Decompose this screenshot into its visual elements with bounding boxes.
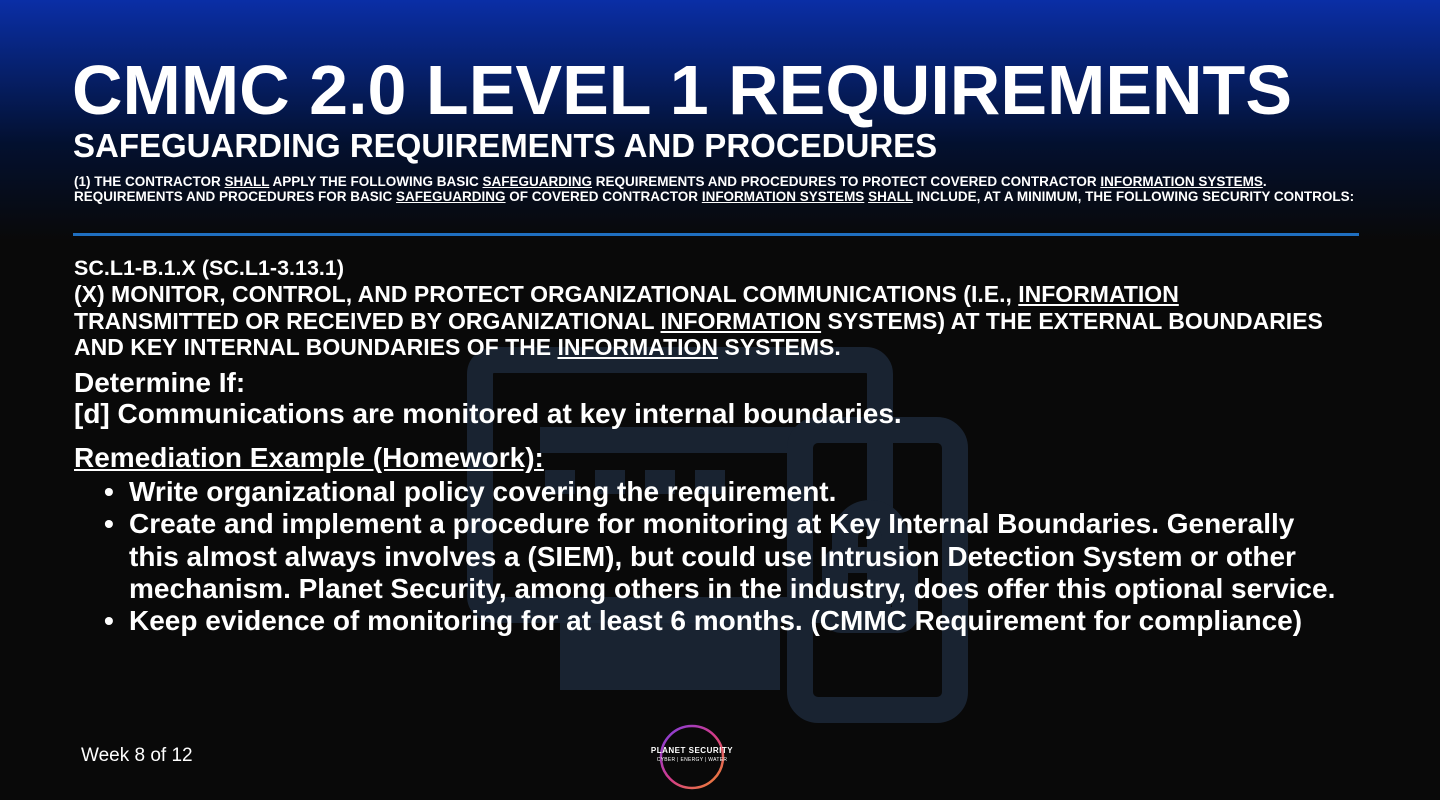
section-divider [73, 233, 1359, 236]
list-item [74, 605, 1344, 637]
control-term: INFORMATION [660, 307, 822, 334]
week-indicator: Week 8 of 12 [81, 745, 193, 766]
bullet-icon: • [104, 476, 114, 507]
list-item-text: Create and implement a procedure for monitoring at Key Internal Boundaries. Generally this almost always involves a (SIEM), but could use Intrusion Detection System or other mechanism. Planet Security, among others in the industry, does offer this optional service. [129, 508, 1336, 604]
intro-text: OF COVERED CONTRACTOR [505, 189, 702, 204]
intro-term: INFORMATION SYSTEMS [701, 189, 865, 204]
logo-tagline: CYBER | ENERGY | WATER [656, 757, 728, 763]
control-id: SC.L1-B.1.X (SC.L1-3.13.1) [74, 256, 345, 280]
intro-text: . REQUIREMENTS AND PROCEDURES FOR BASIC [74, 174, 1267, 204]
logo-name: PLANET SECURITY [650, 746, 734, 755]
list-item-text: Keep evidence of monitoring for at least 6 months. (CMMC Requirement for compliance) [129, 605, 1303, 637]
list-item [74, 508, 1344, 605]
slide-title: CMMC 2.0 LEVEL 1 REQUIREMENTS [72, 51, 1293, 129]
control-term: INFORMATION [1018, 281, 1179, 307]
determine-label: Determine If: [74, 367, 246, 398]
remediation-list [74, 476, 1344, 637]
slide-subtitle: SAFEGUARDING REQUIREMENTS AND PROCEDURES [73, 127, 938, 164]
intro-text: APPLY THE FOLLOWING BASIC [269, 174, 483, 189]
control-description [74, 281, 1334, 361]
control-text: SYSTEMS. [718, 334, 841, 360]
intro-term: INFORMATION SYSTEMS [1100, 174, 1263, 189]
control-text: SYSTEMS) AT THE EXTERNAL BOUNDARIES AND KEY INTERNAL BOUNDARIES OF THE [74, 307, 1323, 360]
intro-term: SAFEGUARDING [482, 174, 593, 189]
control-text: TRANSMITTED OR RECEIVED BY ORGANIZATIONAL [74, 307, 661, 334]
control-term: INFORMATION [557, 334, 719, 360]
intro-text: INCLUDE, AT A MINIMUM, THE FOLLOWING SECURITY CONTROLS: [912, 189, 1355, 204]
intro-text: REQUIREMENTS AND PROCEDURES TO PROTECT COVERED CONTRACTOR [592, 174, 1101, 189]
intro-paragraph [74, 174, 1364, 204]
intro-text: (1) THE CONTRACTOR [74, 174, 225, 189]
intro-term: SAFEGUARDING [396, 189, 506, 204]
list-item-text: Write organizational policy covering the requirement. [129, 476, 837, 507]
intro-term: SHALL [868, 189, 913, 204]
bullet-icon: • [104, 508, 114, 540]
bullet-icon: • [104, 605, 114, 637]
list-item [74, 476, 1344, 508]
assessment-objective: [d] Communications are monitored at key internal boundaries. [74, 398, 902, 429]
control-text: (X) MONITOR, CONTROL, AND PROTECT ORGANIZATIONAL COMMUNICATIONS (I.E., [74, 281, 1019, 307]
intro-term: SHALL [224, 174, 270, 189]
remediation-heading: Remediation Example (Homework): [74, 442, 544, 473]
planet-security-logo [643, 724, 741, 790]
